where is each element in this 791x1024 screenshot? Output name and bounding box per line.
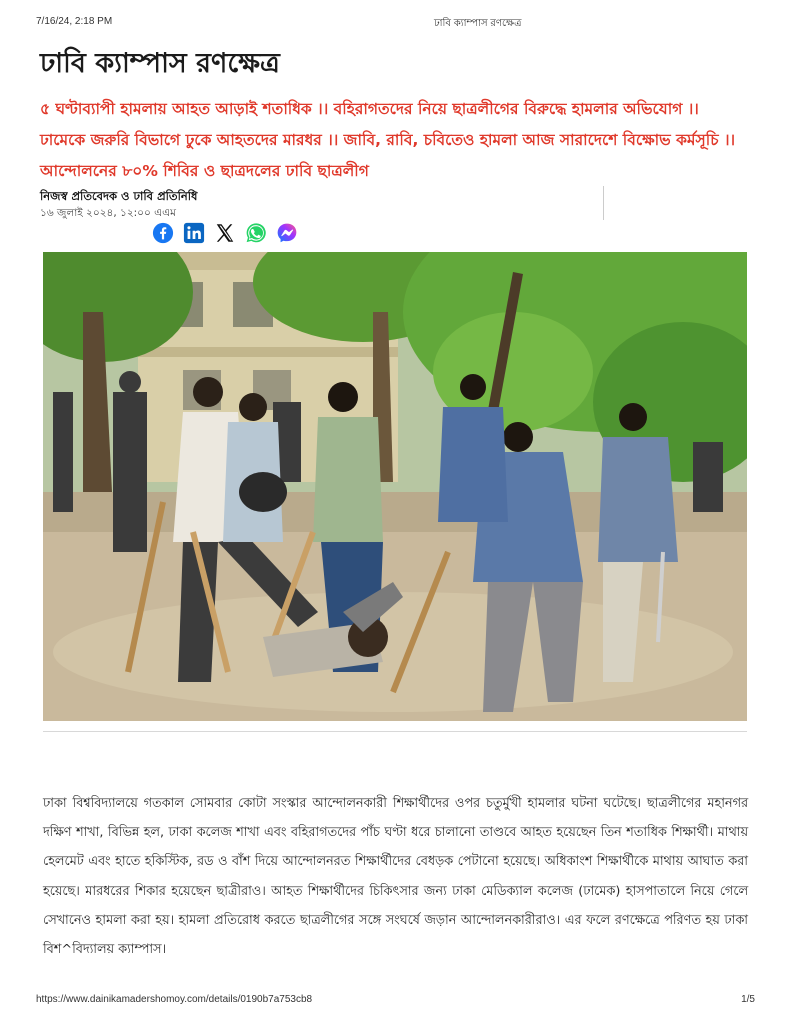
article-subheadline: ৫ ঘণ্টাব্যাপী হামলায় আহত আড়াই শতাধিক ।। বহিরাগতদের নিয়ে ছাত্রলীগের বিরুদ্ধে হামলার অভিযোগ ।। ঢামেকে জরুরি বিভাগে ঢুকে আহতদের মারধর ।। জাবি, রাবি, চবিতেও হামলা আজ সারাদেশে বিক্ষোভ কর্মসূচি ।। আন্দোলনের ৮০% শিবির ও ছাত্রদলের ঢাবি ছাত্রলীগ	[40, 100, 736, 180]
share-whatsapp-button[interactable]	[245, 222, 267, 244]
share-linkedin-button[interactable]	[183, 222, 205, 244]
share-facebook-button[interactable]	[152, 222, 174, 244]
print-page-title: ঢাবি ক্যাম্পাস রণক্ষেত্র	[434, 18, 522, 29]
article-body: ঢাকা বিশ্ববিদ্যালয়ে গতকাল সোমবার কোটা সংস্কার আন্দোলনকারী শিক্ষার্থীদের ওপর চতুর্মুখী হামলার ঘটনা ঘটেছে। ছাত্রলীগের মহানগর দক্ষিণ শাখা, বিভিন্ন হল, ঢাকা কলেজ শাখা এবং বহিরাগতদের পাঁচ ঘণ্টা ধরে চালানো তাণ্ডবে আহত হয়েছেন তিন শতাধিক শিক্ষার্থী। মাথায় হেলমেট এবং হাতে হকিস্টিক, রড ও বাঁশ দিয়ে আন্দোলনরত শিক্ষার্থীদের বেধড়ক পেটানো হয়েছে। অধিকাংশ শিক্ষার্থীকে মাথায় আঘাত করা হয়েছে। মারধরের শিকার হয়েছেন ছাত্রীরাও। আহত শিক্ষার্থীদের চিকিৎসার জন্য ঢাকা মেডিক্যাল কলেজ (ঢামেক) হাসপাতালে নিয়ে গেলে সেখানেও হামলা করা হয়। হামলা প্রতিরোধ করতে ছাত্রলীগের সঙ্গে সংঘর্ষে জড়ান আন্দোলনকারীরাও। এর ফলে রণক্ষেত্রে পরিণত হয় ঢাকা বিশ^বিদ্যালয় ক্যাম্পাস।	[43, 796, 748, 958]
content-divider	[43, 731, 747, 732]
facebook-icon	[152, 222, 174, 244]
meta-divider	[603, 186, 604, 220]
share-x-button[interactable]	[214, 222, 236, 244]
print-page-number: 1/5	[741, 994, 755, 1005]
print-datetime: 7/16/24, 2:18 PM	[36, 16, 113, 27]
article-byline: নিজস্ব প্রতিবেদক ও ঢাবি প্রতিনিধি	[40, 189, 198, 203]
whatsapp-icon	[245, 222, 267, 244]
print-footer	[36, 994, 755, 1008]
hero-photo	[43, 252, 747, 721]
share-buttons	[152, 222, 298, 244]
x-icon	[214, 222, 236, 244]
messenger-icon	[276, 222, 298, 244]
print-header	[36, 16, 751, 30]
print-url: https://www.dainikamadershomoy.com/details/0190b7a753cb8	[36, 994, 313, 1005]
linkedin-icon	[183, 222, 205, 244]
campus-clash-photo	[43, 252, 747, 721]
article-publish-date: ১৬ জুলাই ২০২৪, ১২:০০ এএম	[40, 207, 176, 219]
article-headline: ঢাবি ক্যাম্পাস রণক্ষেত্র	[40, 48, 280, 79]
share-messenger-button[interactable]	[276, 222, 298, 244]
